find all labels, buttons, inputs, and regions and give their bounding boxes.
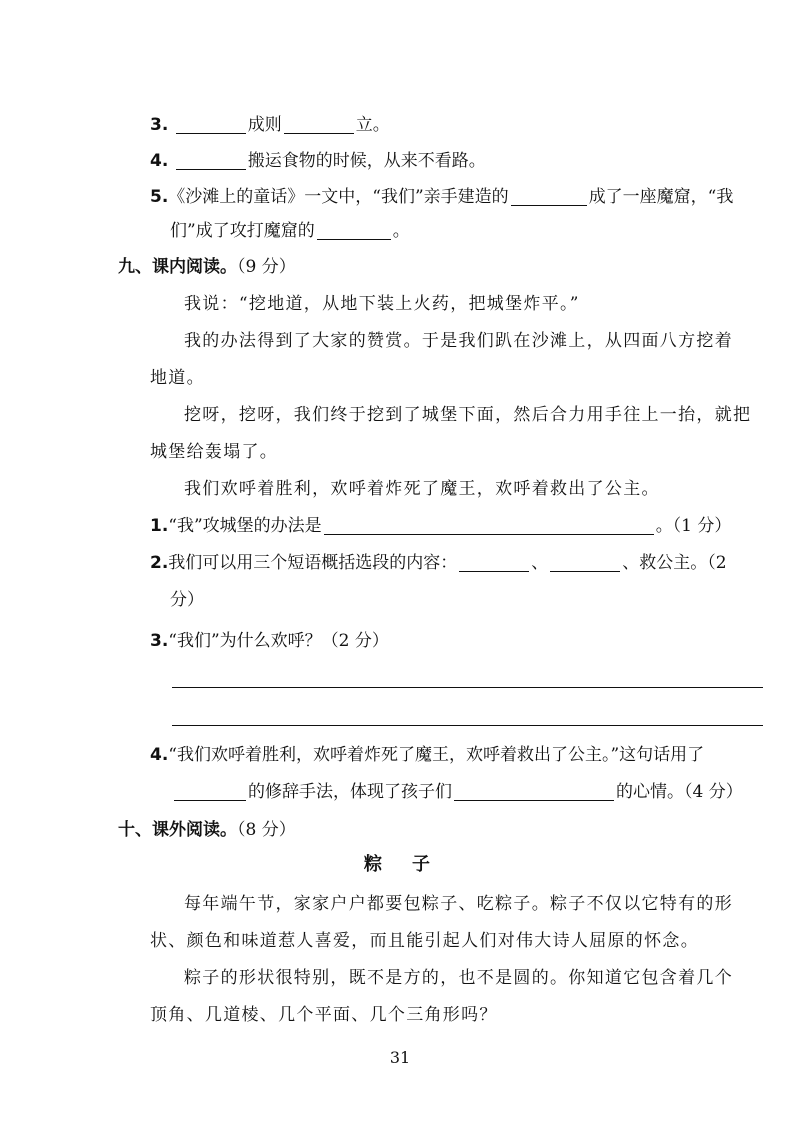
page-number: 31	[389, 1048, 411, 1067]
question-number: 3.	[150, 115, 169, 135]
question-text: 搬运食物的时候，从来不看路。	[247, 151, 486, 171]
reading-paragraph: 顶角、几道棱、几个平面、几个三角形吗？	[150, 1005, 498, 1025]
question-number: 5.	[150, 187, 169, 207]
q8-5-line	[150, 180, 733, 214]
question-text: 。	[392, 221, 410, 241]
answer-blank[interactable]	[317, 217, 391, 240]
question-text: 的修辞手法，体现了孩子们	[248, 782, 452, 802]
passage-title: 粽 子	[364, 854, 436, 875]
answer-line[interactable]	[172, 687, 763, 688]
question-text: 成则	[247, 115, 282, 135]
question-text: 我们可以用三个短语概括选段的内容：	[168, 553, 458, 573]
question-text: 。（1 分）	[655, 516, 732, 536]
answer-line[interactable]	[172, 725, 763, 726]
q9-4-line	[150, 738, 704, 772]
question-text: “我们欢呼着胜利，欢呼着炸死了魔王，欢呼着救出了公主。”这句话用了	[168, 745, 705, 765]
q9-2-line	[150, 546, 727, 580]
section-title: 九、课内阅读。	[118, 257, 237, 277]
question-text: 的心情。（4 分）	[616, 782, 743, 802]
section-10-heading	[118, 813, 296, 847]
q9-1-line	[150, 509, 731, 543]
q8-4-line	[150, 144, 486, 178]
answer-blank[interactable]	[454, 778, 614, 801]
question-text: 成了一座魔窟，“我	[588, 187, 734, 207]
reading-paragraph: 我说：“挖地道，从地下装上火药，把城堡炸平。”	[184, 294, 580, 314]
answer-blank[interactable]	[550, 549, 620, 572]
section-title: 十、课外阅读。	[118, 820, 237, 840]
question-number: 2.	[150, 553, 169, 573]
answer-blank[interactable]	[176, 147, 246, 170]
q9-2-continuation: 分）	[170, 590, 204, 610]
reading-paragraph: 我的办法得到了大家的赞赏。于是我们趴在沙滩上，从四面八方挖着	[184, 331, 733, 351]
q8-3-line	[150, 108, 390, 142]
reading-paragraph: 我们欢呼着胜利，欢呼着炸死了魔王，欢呼着救出了公主。	[184, 479, 660, 499]
answer-blank[interactable]	[511, 183, 587, 206]
question-text: 、	[531, 553, 549, 573]
answer-blank[interactable]	[324, 512, 654, 535]
reading-paragraph: 城堡给轰塌了。	[150, 442, 279, 462]
section-9-heading	[118, 250, 296, 284]
answer-blank[interactable]	[174, 778, 246, 801]
section-points: （9 分）	[237, 257, 296, 277]
question-text: 、救公主。（2	[622, 553, 727, 573]
question-text: 立。	[355, 115, 390, 135]
reading-paragraph: 每年端午节，家家户户都要包粽子、吃粽子。粽子不仅以它特有的形	[184, 894, 733, 914]
q9-4-continuation	[172, 775, 743, 809]
answer-blank[interactable]	[176, 111, 246, 134]
question-text: 们”成了攻打魔窟的	[170, 221, 315, 241]
q9-3-line	[150, 624, 389, 658]
reading-paragraph: 挖呀，挖呀，我们终于挖到了城堡下面，然后合力用手往上一抬，就把	[184, 405, 752, 425]
question-number: 1.	[150, 516, 169, 536]
answer-blank[interactable]	[284, 111, 354, 134]
question-number: 4.	[150, 151, 169, 171]
question-text: “我”攻城堡的办法是	[168, 516, 322, 536]
reading-paragraph: 状、颜色和味道惹人喜爱，而且能引起人们对伟大诗人屈原的怀念。	[150, 931, 699, 951]
question-text: 《沙滩上的童话》一文中，“我们”亲手建造的	[168, 187, 509, 207]
question-text: “我们”为什么欢呼？（2 分）	[168, 631, 389, 651]
reading-paragraph: 粽子的形状很特别，既不是方的，也不是圆的。你知道它包含着几个	[184, 968, 733, 988]
reading-paragraph: 地道。	[150, 368, 205, 388]
section-points: （8 分）	[237, 820, 296, 840]
answer-blank[interactable]	[459, 549, 529, 572]
question-number: 4.	[150, 745, 169, 765]
q8-5-continuation	[170, 214, 410, 248]
question-number: 3.	[150, 631, 169, 651]
